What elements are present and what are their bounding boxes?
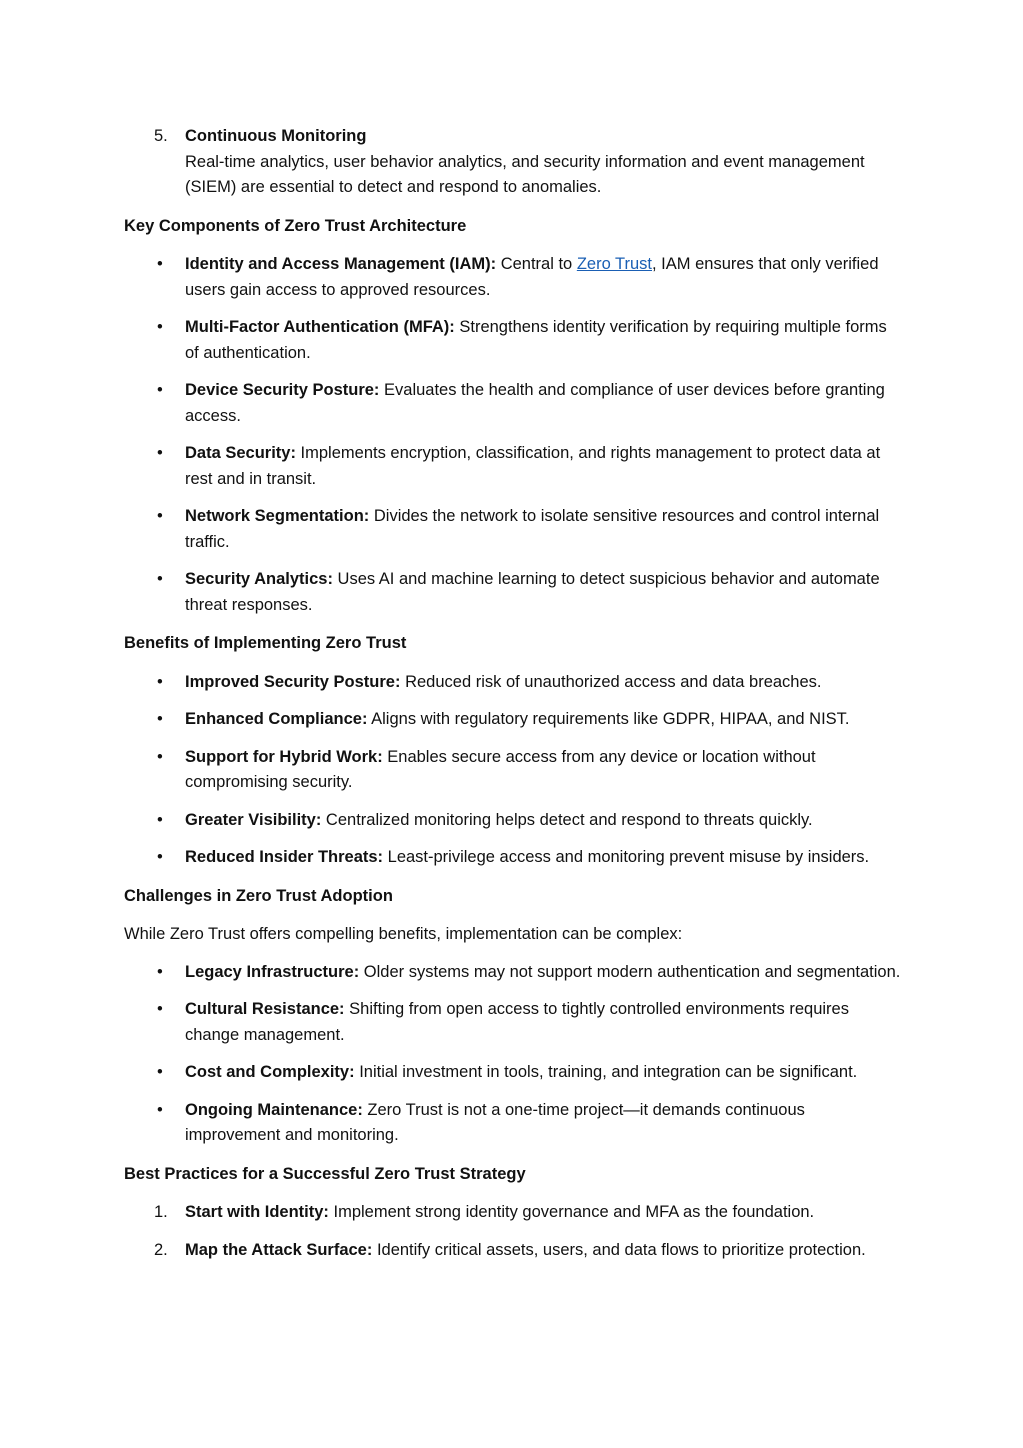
section-heading: Key Components of Zero Trust Architecture xyxy=(124,216,467,235)
item-label: Greater Visibility: xyxy=(185,810,322,829)
list-number: 1. xyxy=(154,1203,168,1221)
item-label: Security Analytics: xyxy=(185,570,333,588)
bullet-icon: • xyxy=(157,507,163,525)
bullet-icon: • xyxy=(157,1100,163,1119)
bullet-icon: • xyxy=(157,672,163,691)
list-number: 2. xyxy=(154,1240,168,1259)
list-item xyxy=(124,1200,904,1226)
bullet-icon: • xyxy=(157,255,163,273)
list-item xyxy=(124,670,904,696)
list-item xyxy=(124,997,904,1048)
bullet-icon: • xyxy=(157,381,163,399)
item-label: Improved Security Posture: xyxy=(185,672,401,691)
list-item xyxy=(124,567,904,618)
item-text: Aligns with regulatory requirements like GDPR, HIPAA, and NIST. xyxy=(367,710,850,728)
list-item xyxy=(124,1098,904,1149)
list-item xyxy=(124,441,904,492)
item-text: Older systems may not support modern authentication and segmentation. xyxy=(359,962,901,981)
list-item xyxy=(124,1238,904,1264)
list-item xyxy=(124,960,904,986)
item-label: Device Security Posture: xyxy=(185,381,380,399)
item-text: Least-privilege access and monitoring prevent misuse by insiders. xyxy=(383,848,870,866)
list-item xyxy=(124,252,904,303)
item-text: Shifting from open access to tightly controlled environments requires change management. xyxy=(185,1000,849,1044)
bullet-icon: • xyxy=(157,848,163,866)
document-page xyxy=(124,124,904,1263)
list-item xyxy=(124,1060,904,1086)
section-heading: Best Practices for a Successful Zero Trust Strategy xyxy=(124,1164,526,1183)
section-heading: Challenges in Zero Trust Adoption xyxy=(124,886,393,905)
item-title: Continuous Monitoring xyxy=(185,127,367,145)
item-label: Enhanced Compliance: xyxy=(185,710,368,728)
list-item xyxy=(124,378,904,429)
item-text: Identify critical assets, users, and data flows to prioritize protection. xyxy=(372,1240,866,1259)
item-text: Zero Trust is not a one-time project—it demands continuous improvement and monitoring. xyxy=(185,1100,805,1144)
item-text: Central to xyxy=(496,255,577,273)
item-text: Implement strong identity governance and MFA as the foundation. xyxy=(328,1203,815,1221)
item-label: Multi-Factor Authentication (MFA): xyxy=(185,318,455,336)
list-number: 5. xyxy=(154,127,168,145)
item-text: Reduced risk of unauthorized access and data breaches. xyxy=(400,672,822,691)
section-heading: Benefits of Implementing Zero Trust xyxy=(124,634,407,652)
item-body: Real-time analytics, user behavior analytics, and security information and event management (SIEM) are essential to detect and respond to anomalies. xyxy=(185,152,865,196)
list-item xyxy=(124,504,904,555)
bullet-icon: • xyxy=(157,444,163,462)
bullet-icon: • xyxy=(157,962,163,981)
item-text: Uses AI and machine learning to detect suspicious behavior and automate threat responses. xyxy=(185,570,880,614)
item-label: Map the Attack Surface: xyxy=(185,1240,373,1259)
list-item xyxy=(124,707,904,733)
item-text: Evaluates the health and compliance of user devices before granting access. xyxy=(185,381,885,425)
item-label: Start with Identity: xyxy=(185,1203,329,1221)
list-item xyxy=(124,845,904,871)
bullet-icon: • xyxy=(157,570,163,588)
section-intro: While Zero Trust offers compelling benefits, implementation can be complex: xyxy=(124,925,683,943)
list-item xyxy=(124,315,904,366)
item-text: Enables secure access from any device or location without compromising security. xyxy=(185,747,816,791)
item-label: Support for Hybrid Work: xyxy=(185,747,383,766)
item-text: Initial investment in tools, training, and integration can be significant. xyxy=(354,1063,858,1081)
item-label: Cultural Resistance: xyxy=(185,1000,345,1018)
bullet-icon: • xyxy=(157,1063,163,1081)
item-label: Ongoing Maintenance: xyxy=(185,1100,363,1119)
zero-trust-link[interactable]: Zero Trust xyxy=(576,255,653,273)
list-item xyxy=(124,808,904,834)
item-label: Data Security: xyxy=(185,444,296,462)
bullet-icon: • xyxy=(157,318,163,336)
list-item xyxy=(124,124,904,201)
list-item xyxy=(124,745,904,796)
item-text: Divides the network to isolate sensitive resources and control internal traffic. xyxy=(185,507,880,551)
item-label: Legacy Infrastructure: xyxy=(185,962,360,981)
item-text: Implements encryption, classification, and rights management to protect data at rest and in transit. xyxy=(185,444,881,488)
bullet-icon: • xyxy=(157,810,163,829)
item-text: Centralized monitoring helps detect and respond to threats quickly. xyxy=(321,810,813,829)
item-label: Identity and Access Management (IAM): xyxy=(185,255,497,273)
bullet-icon: • xyxy=(157,710,163,728)
item-label: Cost and Complexity: xyxy=(185,1063,355,1081)
item-label: Network Segmentation: xyxy=(185,507,370,525)
bullet-icon: • xyxy=(157,1000,163,1018)
item-text: , IAM ensures that only verified users gain access to approved resources. xyxy=(185,255,879,299)
item-label: Reduced Insider Threats: xyxy=(185,848,384,866)
item-text: Strengthens identity verification by requiring multiple forms of authentication. xyxy=(185,318,887,362)
bullet-icon: • xyxy=(157,747,163,766)
